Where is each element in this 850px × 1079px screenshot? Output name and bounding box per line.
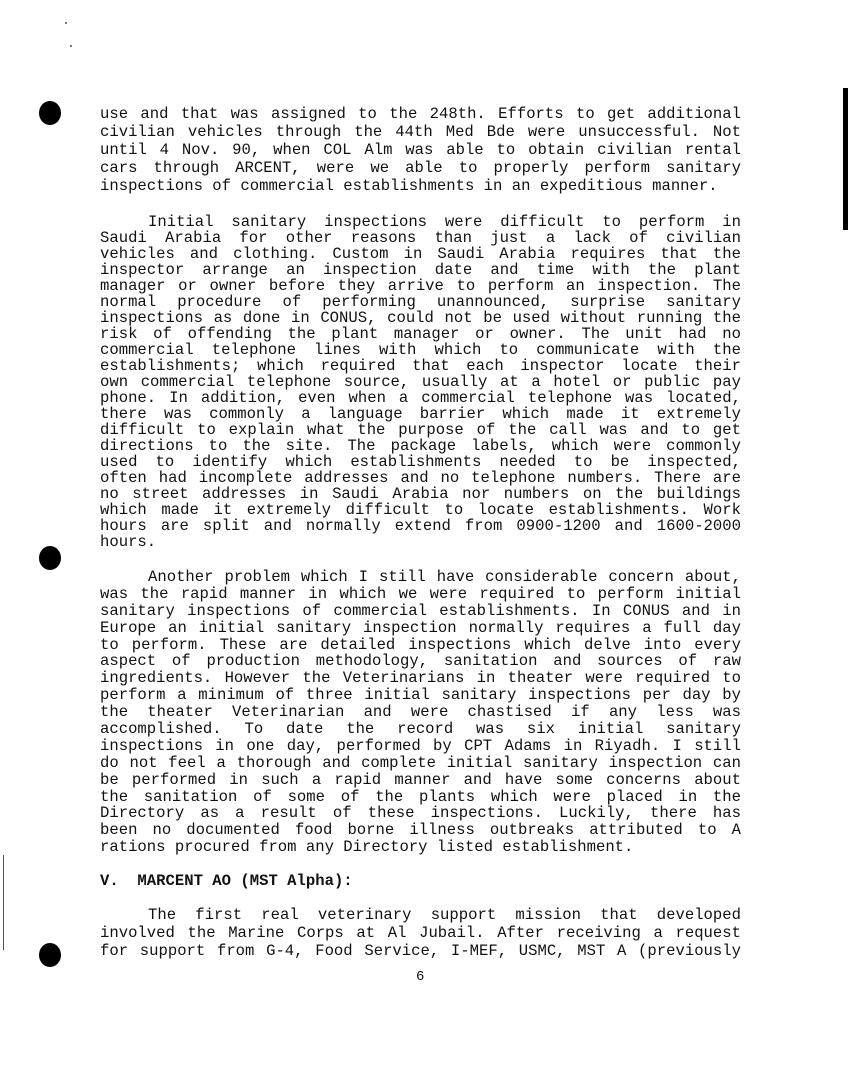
- text-line: the sanitation of some of the plants which were placed in the: [100, 787, 741, 806]
- text-line: which made it extremely difficult to locate establishments. Work: [100, 501, 741, 519]
- text-line: hours.: [100, 533, 157, 551]
- punch-hole: [39, 101, 61, 125]
- text-line: until 4 Nov. 90, when COL Alm was able to obtain civilian rental: [100, 140, 741, 159]
- text-line: hours are split and normally extend from 0900-1200 and 1600-2000: [100, 517, 741, 535]
- text-line: directions to the site. The package labels, which were commonly: [100, 437, 741, 455]
- text-line: risk of offending the plant manager or owner. The unit had no: [100, 325, 741, 343]
- text-line: Another problem which I still have considerable concern about,: [148, 568, 741, 586]
- scan-speck: [65, 22, 67, 24]
- text-line: Initial sanitary inspections were difficult to perform in: [148, 213, 741, 231]
- text-line: for support from G-4, Food Service, I-MEF, USMC, MST A (previously: [100, 942, 741, 960]
- text-line: ingredients. However the Veterinarians in theater were required to: [100, 669, 741, 688]
- text-line: own commercial telephone source, usually at a hotel or public pay: [100, 373, 741, 391]
- scan-edge-line: [3, 855, 4, 950]
- text-line: was the rapid manner in which we were required to perform initial: [100, 584, 741, 603]
- scan-speck: [70, 45, 72, 47]
- text-line: vehicles and clothing. Custom in Saudi Arabia requires that the: [100, 245, 741, 263]
- text-line: been no documented food borne illness outbreaks attributed to A: [100, 821, 741, 840]
- text-line: use and that was assigned to the 248th. Efforts to get additional: [100, 105, 741, 123]
- text-line: aspect of production methodology, sanitation and sources of raw: [100, 652, 741, 671]
- text-line: perform a minimum of three initial sanitary inspections per day by: [100, 686, 741, 705]
- text-line: Directory as a result of these inspections. Luckily, there has: [100, 804, 741, 823]
- section-heading: V. MARCENT AO (MST Alpha):: [100, 872, 353, 890]
- text-line: the theater Veterinarian and were chastised if any less was: [100, 703, 741, 722]
- text-line: commercial telephone lines with which to communicate with the: [100, 341, 741, 359]
- scan-edge-bar: [843, 88, 848, 230]
- text-line: Europe an initial sanitary inspection normally requires a full day: [100, 618, 741, 637]
- text-line: manager or owner before they arrive to perform an inspection. The: [100, 277, 741, 295]
- text-line: inspections of commercial establishments in an expeditious manner.: [100, 176, 718, 195]
- text-line: be performed in such a rapid manner and have some concerns about: [100, 770, 741, 789]
- text-line: accomplished. To date the record was six initial sanitary: [100, 720, 741, 739]
- text-line: to perform. These are detailed inspections which delve into every: [100, 635, 741, 654]
- text-line: normal procedure of performing unannounced, surprise sanitary: [100, 293, 741, 311]
- text-line: there was commonly a language barrier which made it extremely: [100, 405, 741, 423]
- paragraph-3: [100, 569, 741, 856]
- text-line: Saudi Arabia for other reasons than just a lack of civilian: [100, 229, 741, 247]
- text-line: inspections in one day, performed by CPT Adams in Riyadh. I still: [100, 736, 741, 755]
- page-number: 6: [416, 969, 425, 985]
- text-line: establishments; which required that each inspector locate their: [100, 357, 741, 375]
- text-line: rations procured from any Directory listed establishment.: [100, 838, 634, 857]
- punch-hole: [39, 546, 61, 570]
- text-line: no street addresses in Saudi Arabia nor numbers on the buildings: [100, 485, 741, 503]
- text-line: The first real veterinary support mission that developed: [148, 906, 741, 924]
- text-line: inspections as done in CONUS, could not be used without running the: [100, 309, 741, 327]
- paragraph-2: [100, 214, 741, 550]
- paragraph-1: [100, 106, 741, 195]
- text-line: inspector arrange an inspection date and time with the plant: [100, 261, 741, 279]
- text-line: sanitary inspections of commercial establishments. In CONUS and in: [100, 601, 741, 620]
- text-line: used to identify which establishments needed to be inspected,: [100, 453, 741, 471]
- text-line: difficult to explain what the purpose of the call was and to get: [100, 421, 741, 439]
- text-line: civilian vehicles through the 44th Med Bde were unsuccessful. Not: [100, 122, 741, 141]
- punch-hole: [39, 943, 61, 967]
- text-line: phone. In addition, even when a commercial telephone was located,: [100, 389, 741, 407]
- text-line: cars through ARCENT, were we able to properly perform sanitary: [100, 158, 741, 177]
- paragraph-4: [100, 906, 741, 960]
- text-line: do not feel a thorough and complete initial sanitary inspection can: [100, 753, 741, 772]
- text-line: involved the Marine Corps at Al Jubail. After receiving a request: [100, 924, 741, 942]
- text-line: often had incomplete addresses and no telephone numbers. There are: [100, 469, 741, 487]
